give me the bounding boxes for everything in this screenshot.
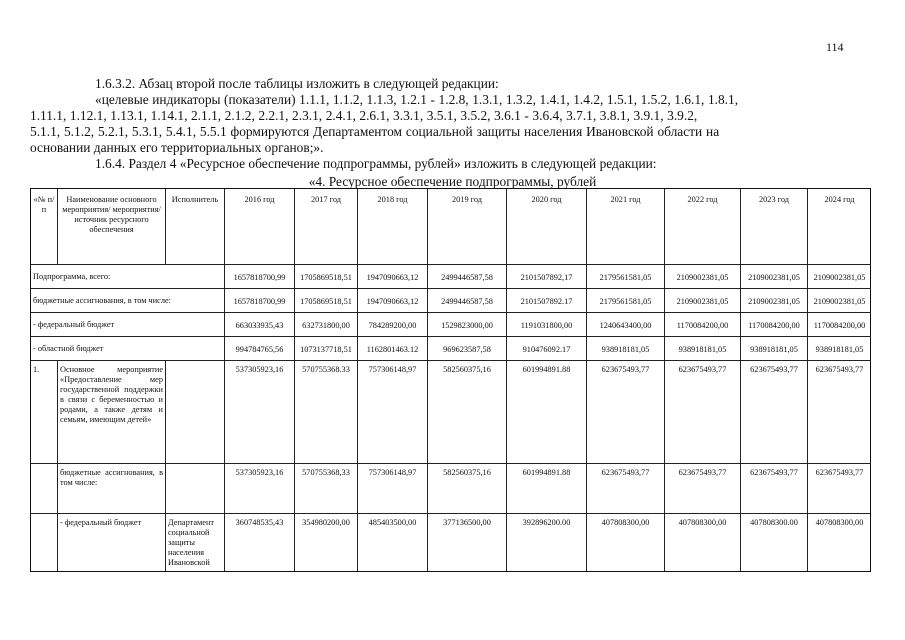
header-year: 2022 год	[665, 189, 741, 265]
cell-value: 2499446587,58	[428, 289, 507, 313]
cell-value: 1947090663,12	[358, 265, 428, 289]
cell-value: 1705869518,51	[295, 289, 358, 313]
cell-value: 2179561581,05	[587, 265, 665, 289]
cell-value: 407808300.00	[741, 514, 808, 573]
paragraph-1632: 1.6.3.2. Абзац второй после таблицы изложить в следующей редакции:	[95, 76, 499, 91]
cell-value: 570755368,33	[295, 464, 358, 514]
header-year: 2016 год	[225, 189, 295, 265]
header-year: 2021 год	[587, 189, 665, 265]
cell-value: 938918181,05	[741, 337, 808, 361]
row-label: - областной бюджет	[31, 337, 225, 361]
header-year: 2019 год	[428, 189, 507, 265]
row-label: - федеральный бюджет	[31, 313, 225, 337]
table-row	[31, 265, 872, 289]
cell-value: 407808300,00	[587, 514, 665, 573]
cell-value: 623675493,77	[665, 464, 741, 514]
row-label: - федеральный бюджет	[58, 514, 166, 573]
header-year: 2023 год	[741, 189, 808, 265]
row-label: бюджетные ассигнования, в том числе:	[31, 289, 225, 313]
cell-value: 1705869518,51	[295, 265, 358, 289]
cell-value: 601994891.88	[507, 464, 587, 514]
cell-value: 360748535,43	[225, 514, 295, 573]
cell-value: 784289200,00	[358, 313, 428, 337]
header-year: 2020 год	[507, 189, 587, 265]
cell-value: 994784765,56	[225, 337, 295, 361]
row-number	[31, 514, 58, 573]
cell-value: 2109002381,05	[741, 265, 808, 289]
cell-value: 601994891.88	[507, 361, 587, 464]
cell-value: 2109002381,05	[808, 265, 872, 289]
header-year: 2017 год	[295, 189, 358, 265]
table-row	[31, 464, 872, 514]
table-header-row	[31, 189, 872, 265]
cell-value: 570755368.33	[295, 361, 358, 464]
row-label: Подпрограмма, всего:	[31, 265, 225, 289]
row-number: 1.	[31, 361, 58, 464]
cell-value: 537305923,16	[225, 464, 295, 514]
cell-value: 1529823000,00	[428, 313, 507, 337]
cell-value: 623675493,77	[741, 361, 808, 464]
cell-value: 2109002381,05	[665, 289, 741, 313]
cell-value: 623675493,77	[808, 361, 872, 464]
table-row	[31, 337, 872, 361]
resource-table	[30, 188, 871, 572]
row-label: бюджетные ассигнования, в том числе:	[58, 464, 166, 514]
page-number: 114	[826, 40, 844, 54]
cell-value: 1191031800,00	[507, 313, 587, 337]
paragraph-indicators-line-3: 5.1.1, 5.1.2, 5.2.1, 5.3.1, 5.4.1, 5.5.1 формируются Департаментом социальной защиты населения Ивановской области на	[30, 124, 720, 139]
cell-value: 1073137718,51	[295, 337, 358, 361]
cell-value: 2101507892,17	[507, 265, 587, 289]
cell-value: 537305923,16	[225, 361, 295, 464]
cell-value: 392896200.00	[507, 514, 587, 573]
cell-value: 1162801463.12	[358, 337, 428, 361]
cell-value: 1657818700,99	[225, 265, 295, 289]
cell-value: 2179561581,05	[587, 289, 665, 313]
cell-value: 623675493,77	[665, 361, 741, 464]
cell-value: 582560375,16	[428, 361, 507, 464]
cell-value: 377136500,00	[428, 514, 507, 573]
cell-value: 1947090663,12	[358, 289, 428, 313]
table-row	[31, 361, 872, 464]
table-title: «4. Ресурсное обеспечение подпрограммы, рублей	[308, 174, 597, 189]
table-row	[31, 514, 872, 573]
cell-value: 582560375,16	[428, 464, 507, 514]
row-executor: Департамент социальной защиты населения Ивановской	[166, 514, 225, 573]
cell-value: 757306148,97	[358, 361, 428, 464]
cell-value: 623675493,77	[741, 464, 808, 514]
header-executor: Исполнитель	[166, 189, 225, 265]
row-executor	[166, 464, 225, 514]
cell-value: 938918181,05	[808, 337, 872, 361]
cell-value: 2109002381,05	[665, 265, 741, 289]
cell-value: 407808300,00	[665, 514, 741, 573]
cell-value: 2101507892.17	[507, 289, 587, 313]
row-label: Основное мероприятие «Предоставление мер государственной поддержки в связи с беременностью и родами, а также детям и семьям, имеющим детей»	[58, 361, 166, 464]
cell-value: 1170084200,00	[808, 313, 872, 337]
cell-value: 485403500,00	[358, 514, 428, 573]
paragraph-indicators-line-2: 1.11.1, 1.12.1, 1.13.1, 1.14.1, 2.1.1, 2.1.2, 2.2.1, 2.3.1, 2.4.1, 2.6.1, 3.3.1, 3.5.1, 3.5.2, 3.6.1 - 3.6.4, 3.7.1, 3.8.1, 3.9.1, 3.9.2,	[30, 108, 698, 123]
cell-value: 1240643400,00	[587, 313, 665, 337]
row-executor	[166, 361, 225, 464]
header-year: 2024 год	[808, 189, 872, 265]
header-num: «№ п/п	[31, 189, 58, 265]
cell-value: 910476092.17	[507, 337, 587, 361]
header-name: Наименование основного мероприятия/ мероприятия/ источник ресурсного обеспечения	[58, 189, 166, 265]
cell-value: 938918181,05	[587, 337, 665, 361]
paragraph-indicators-line-4: основании данных его территориальных органов;».	[30, 140, 324, 155]
resource-table-frame	[30, 188, 871, 572]
paragraph-164: 1.6.4. Раздел 4 «Ресурсное обеспечение подпрограммы, рублей» изложить в следующей редакции:	[95, 156, 657, 171]
cell-value: 623675493,77	[587, 361, 665, 464]
cell-value: 623675493,77	[587, 464, 665, 514]
cell-value: 1170084200,00	[665, 313, 741, 337]
table-row	[31, 313, 872, 337]
cell-value: 354980200,00	[295, 514, 358, 573]
cell-value: 663033935,43	[225, 313, 295, 337]
cell-value: 623675493,77	[808, 464, 872, 514]
paragraph-indicators-line-1: «целевые индикаторы (показатели) 1.1.1, 1.1.2, 1.1.3, 1.2.1 - 1.2.8, 1.3.1, 1.3.2, 1.4.1, 1.4.2, 1.5.1, 1.5.2, 1.6.1, 1.8.1,	[95, 92, 739, 107]
cell-value: 2109002381,05	[741, 289, 808, 313]
cell-value: 2109002381,05	[808, 289, 872, 313]
cell-value: 1170084200,00	[741, 313, 808, 337]
cell-value: 632731800,00	[295, 313, 358, 337]
table-row	[31, 289, 872, 313]
cell-value: 2499446587,58	[428, 265, 507, 289]
cell-value: 1657818700,99	[225, 289, 295, 313]
row-number	[31, 464, 58, 514]
cell-value: 757306148,97	[358, 464, 428, 514]
cell-value: 407808300,00	[808, 514, 872, 573]
cell-value: 938918181,05	[665, 337, 741, 361]
cell-value: 969623587,58	[428, 337, 507, 361]
header-year: 2018 год	[358, 189, 428, 265]
